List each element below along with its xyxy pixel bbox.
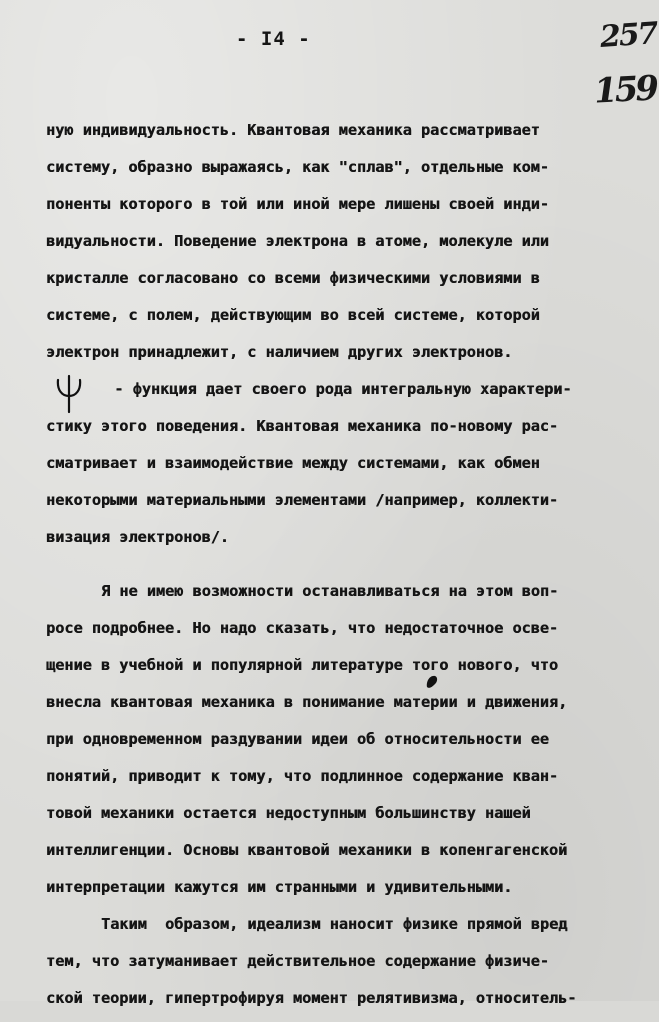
text-line: кристалле согласовано со всеми физическими условиями в (46, 269, 540, 287)
page-number: - I4 - (236, 28, 311, 50)
text-line: некоторыми материальными элементами /например, коллекти- (46, 491, 559, 509)
text-line: электрон принадлежит, с наличием других электронов. (46, 343, 513, 361)
text-line-psi-function: - функция дает своего рода интегральную характери- (96, 380, 572, 398)
text-line: поненты которого в той или иной мере лишены своей инди- (46, 195, 549, 213)
text-line: росе подробнее. Но надо сказать, что недостаточное осве- (46, 619, 559, 637)
text-line: щение в учебной и популярной литературе того нового, что (46, 656, 559, 674)
text-line: понятий, приводит к тому, что подлинное содержание кван- (46, 767, 559, 785)
text-line: интерпретации кажутся им странными и удивительными. (46, 878, 513, 896)
struck-archive-number: 257 (598, 16, 658, 55)
text-line: ской теории, гипертрофируя момент релятивизма, относитель- (46, 989, 577, 1007)
body-text (46, 117, 646, 1022)
text-line: систему, образно выражаясь, как "сплав", отдельные ком- (46, 158, 549, 176)
text-line: системе, с полем, действующим во всей системе, которой (46, 306, 540, 324)
text-line: интеллигенции. Основы квантовой механики в копенгагенской (46, 841, 568, 859)
text-line: стику этого поведения. Квантовая механика по-новому рас- (46, 417, 559, 435)
text-line: ную индивидуальность. Квантовая механика рассматривает (46, 121, 540, 139)
text-line: внесла квантовая механика в понимание материи и движения, (46, 693, 568, 711)
paragraph-start-line: Таким образом, идеализм наносит физике прямой вред (101, 915, 568, 933)
text-line: видуальности. Поведение электрона в атоме, молекуле или (46, 232, 549, 250)
text-line: сматривает и взаимодействие между системами, как обмен (46, 454, 540, 472)
text-line: тем, что затуманивает действительное содержание физиче- (46, 952, 549, 970)
text-line: товой механики остается недоступным большинству нашей (46, 804, 531, 822)
paragraph-start-line: Я не имею возможности останавливаться на этом воп- (101, 582, 559, 600)
archive-number: 159 (592, 68, 657, 112)
text-line: при одновременном раздувании идеи об относительности ее (46, 730, 549, 748)
text-line: визация электронов/. (46, 528, 229, 546)
